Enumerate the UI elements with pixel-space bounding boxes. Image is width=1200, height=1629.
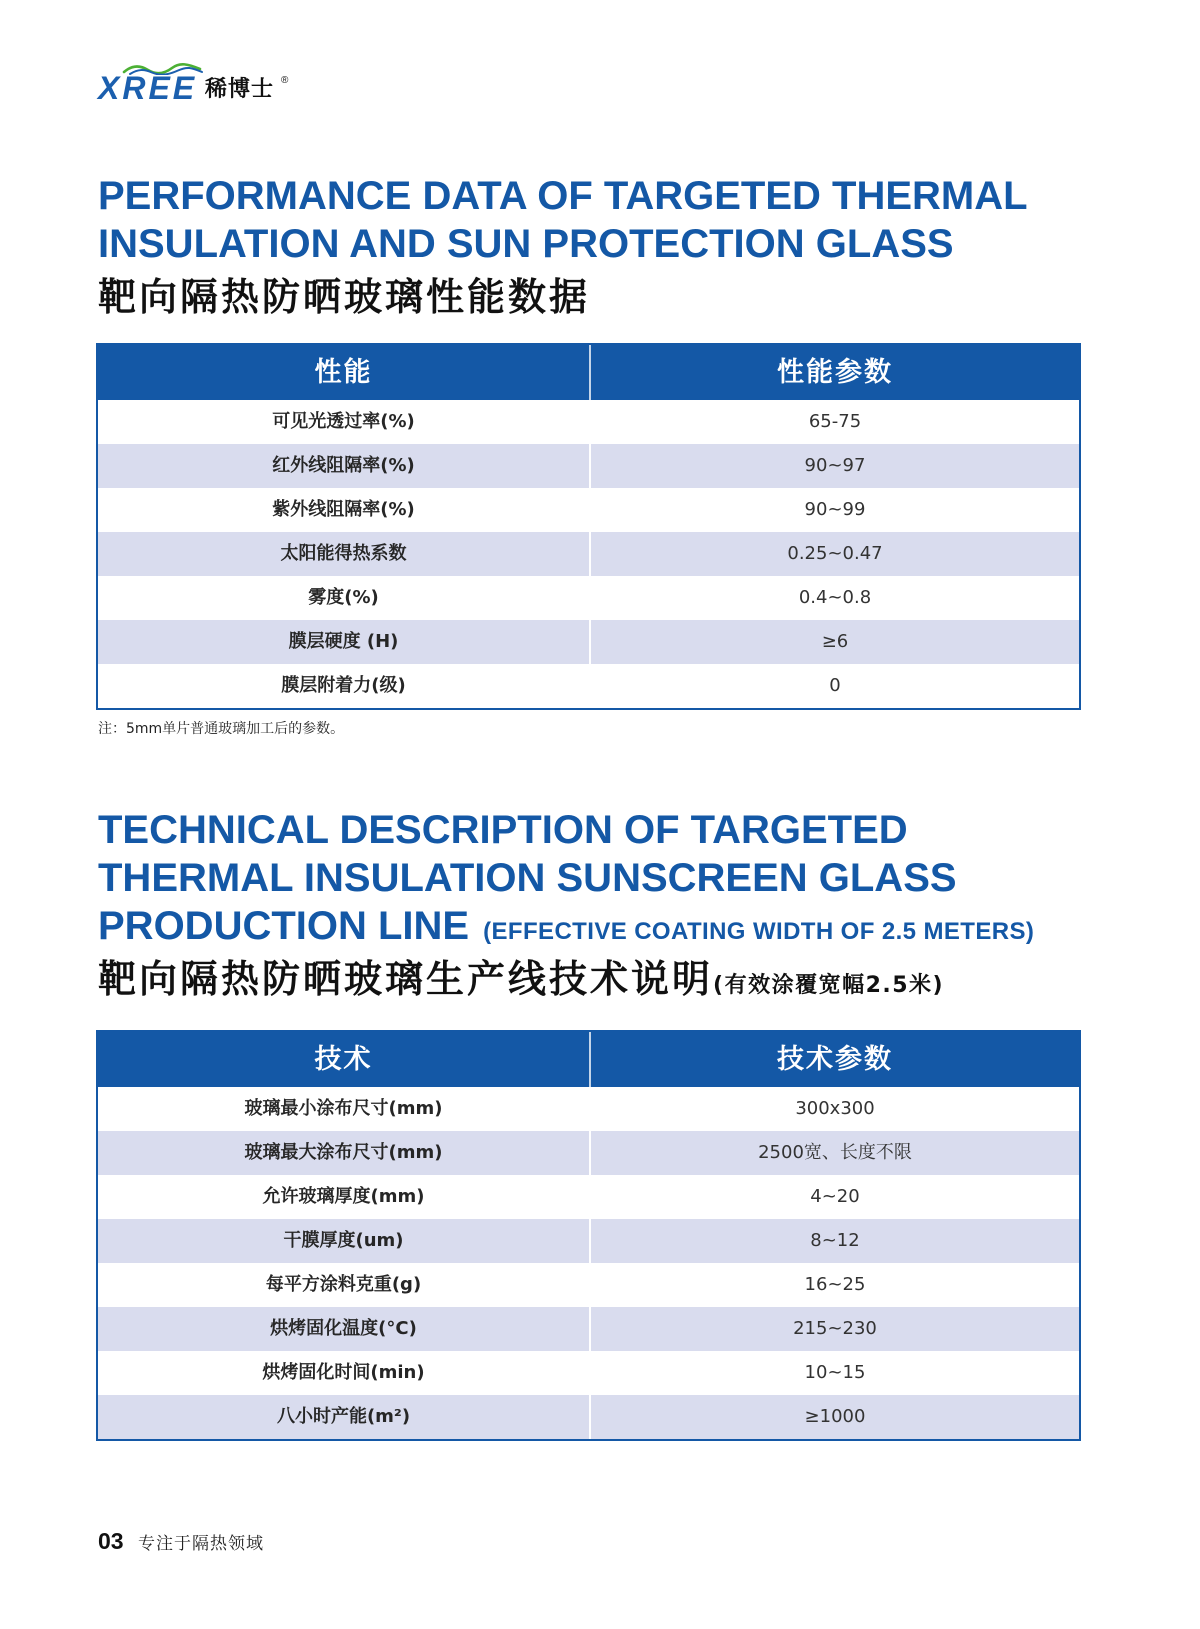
technical-title-line-2: THERMAL INSULATION SUNSCREEN GLASS: [98, 856, 957, 900]
spec-name: 烘烤固化温度(°C): [270, 1318, 417, 1339]
logo-brand-name: 稀博士: [205, 77, 275, 102]
technical-title-line-3: [98, 902, 1034, 956]
spec-value: 8~12: [589, 1219, 1079, 1263]
page-footer: [98, 1527, 264, 1555]
property-name: 可见光透过率(%): [272, 411, 415, 432]
table-row: [98, 1219, 1079, 1263]
performance-title-line-2: INSULATION AND SUN PROTECTION GLASS: [98, 222, 954, 266]
column-header-technology: 技术: [98, 1032, 589, 1087]
table-row: [98, 400, 1079, 444]
table-row: [98, 1351, 1079, 1395]
property-value: 90~97: [589, 444, 1079, 488]
table-row: [98, 620, 1079, 664]
technical-title-line-1: TECHNICAL DESCRIPTION OF TARGETED: [98, 808, 908, 852]
spec-name: 玻璃最大涂布尺寸(mm): [244, 1142, 443, 1163]
logo-wordmark: XREE: [98, 70, 198, 106]
registered-mark: ®: [281, 75, 289, 86]
spec-value: ≥1000: [589, 1395, 1079, 1439]
table-header-row: [98, 1032, 1079, 1087]
column-header-parameter: 性能参数: [589, 345, 1079, 400]
spec-value: 2500宽、长度不限: [589, 1131, 1079, 1175]
table-row: [98, 1175, 1079, 1219]
table-row: [98, 576, 1079, 620]
table-row: [98, 1131, 1079, 1175]
table-header-row: [98, 345, 1079, 400]
table-footnote: 注：5mm单片普通玻璃加工后的参数。: [98, 721, 345, 737]
page-number: 03: [98, 1528, 124, 1554]
technical-title-cn-main: 靶向隔热防晒玻璃生产线技术说明: [98, 957, 714, 1001]
technical-table: [96, 1030, 1081, 1441]
property-name: 紫外线阻隔率(%): [272, 499, 415, 520]
property-value: 90~99: [589, 488, 1079, 532]
table-row: [98, 1263, 1079, 1307]
table-row: [98, 1307, 1079, 1351]
footer-tagline: 专注于隔热领域: [138, 1534, 265, 1554]
table-row: [98, 664, 1079, 708]
table-row: [98, 1087, 1079, 1131]
table-row: [98, 488, 1079, 532]
property-name: 红外线阻隔率(%): [272, 455, 415, 476]
spec-value: 16~25: [589, 1263, 1079, 1307]
performance-title-line-1: PERFORMANCE DATA OF TARGETED THERMAL: [98, 174, 1028, 218]
property-name: 太阳能得热系数: [280, 543, 407, 564]
table-row: [98, 532, 1079, 576]
column-header-property: 性能: [98, 345, 589, 400]
spec-name: 八小时产能(m²): [276, 1406, 411, 1427]
table-row: [98, 444, 1079, 488]
technical-title-en: [98, 806, 1034, 956]
performance-title-en: [98, 172, 1028, 268]
property-value: 65-75: [589, 400, 1079, 444]
spec-name: 干膜厚度(um): [283, 1230, 404, 1251]
technical-title-cn: [98, 956, 944, 1009]
spec-name: 烘烤固化时间(min): [262, 1362, 425, 1383]
spec-name: 允许玻璃厚度(mm): [262, 1186, 425, 1207]
performance-table: [96, 343, 1081, 710]
technical-title-line-3-main: PRODUCTION LINE: [98, 904, 470, 948]
technical-title-cn-note: (有效涂覆宽幅2.5米): [713, 973, 945, 998]
performance-title-cn: 靶向隔热防晒玻璃性能数据: [98, 275, 591, 319]
property-value: 0.4~0.8: [589, 576, 1079, 620]
spec-name: 玻璃最小涂布尺寸(mm): [244, 1098, 443, 1119]
spec-value: 4~20: [589, 1175, 1079, 1219]
property-name: 膜层附着力(级): [281, 675, 406, 696]
spec-name: 每平方涂料克重(g): [265, 1274, 422, 1295]
column-header-parameter: 技术参数: [589, 1032, 1079, 1087]
property-value: 0: [589, 664, 1079, 708]
property-value: 0.25~0.47: [589, 532, 1079, 576]
spec-value: 215~230: [589, 1307, 1079, 1351]
property-name: 雾度(%): [308, 587, 379, 608]
property-value: ≥6: [589, 620, 1079, 664]
spec-value: 10~15: [589, 1351, 1079, 1395]
spec-value: 300x300: [589, 1087, 1079, 1131]
technical-title-width-note: (EFFECTIVE COATING WIDTH OF 2.5 METERS): [483, 918, 1035, 945]
brand-logo: [98, 62, 298, 106]
property-name: 膜层硬度 (H): [288, 631, 399, 652]
table-row: [98, 1395, 1079, 1439]
